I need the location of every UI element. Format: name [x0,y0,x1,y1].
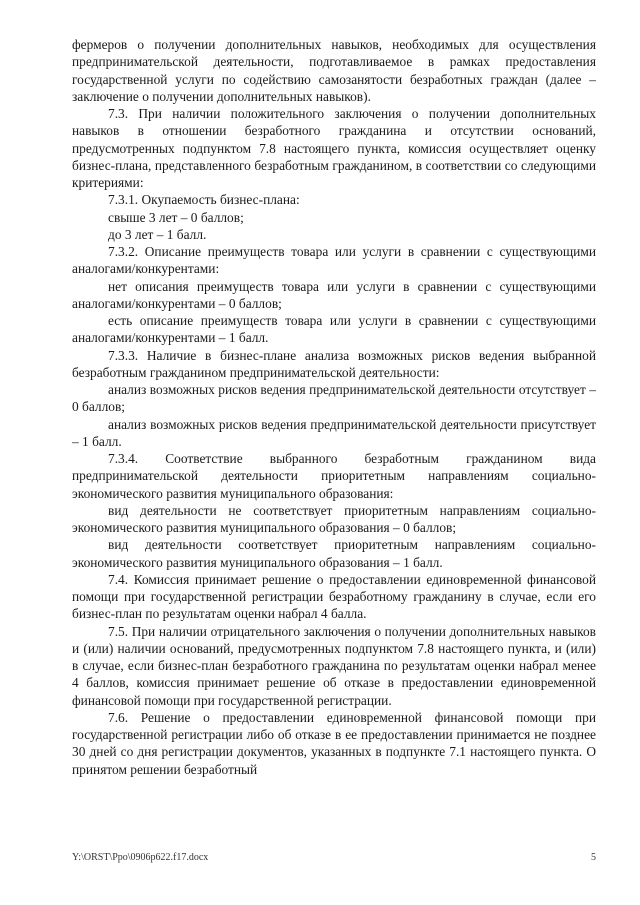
footer-file-path: Y:\ORST\Ppo\0906p622.f17.docx [72,852,209,863]
criterion-7-3-3-one: анализ возможных рисков ведения предпринимательской деятельности присутствует – 1 балл. [72,416,596,449]
paragraph-7-3-4: 7.3.4. Соответствие выбранного безработным гражданином вида предпринимательской деятельности приоритетным направлениям социально-экономического развития муниципального образования: [72,451,596,501]
paragraph-7-3-2: 7.3.2. Описание преимуществ товара или услуги в сравнении с существующими аналогами/конкурентами: [72,244,596,277]
document-body [72,36,596,778]
page-footer [72,852,596,863]
criterion-7-3-1-one: до 3 лет – 1 балл. [108,226,207,242]
paragraph-7-5: 7.5. При наличии отрицательного заключения о получении дополнительных навыков и (или) наличии оснований, предусмотренных подпунктом 7.8 настоящего пункта, и (или) в случае, если бизнес-план безработного гражданина по результатам оценки набрал менее 4 баллов, комиссия принимает решение об отказе в предоставлении единовременной финансовой помощи при государственной регистрации. [72,623,596,708]
paragraph-7-4: 7.4. Комиссия принимает решение о предоставлении единовременной финансовой помощи при государственной регистрации безработному гражданину в случае, если его бизнес-план по результатам оценки набрал 4 балла. [72,571,596,622]
paragraph-7-3-3: 7.3.3. Наличие в бизнес-плане анализа возможных рисков ведения выбранной безработным гражданином предпринимательской деятельности: [72,347,596,380]
paragraph-7-6: 7.6. Решение о предоставлении единовременной финансовой помощи при государственной регистрации либо об отказе в ее предоставлении принимается не позднее 30 дней со дня регистрации документов, указанных в подпункте 7.1 настоящего пункта. О принятом решении безработный [72,709,596,777]
page-number: 5 [591,852,596,863]
criterion-7-3-1-zero: свыше 3 лет – 0 баллов; [108,209,244,225]
criterion-7-3-2-zero: нет описания преимуществ товара или услуги в сравнении с существующими аналогами/конкурентами – 0 баллов; [72,278,596,311]
criterion-7-3-2-one: есть описание преимуществ товара или услуги в сравнении с существующими аналогами/конкурентами – 1 балл. [72,313,596,346]
paragraph-7-3-1: 7.3.1. Окупаемость бизнес-плана: [108,192,300,208]
criterion-7-3-3-zero: анализ возможных рисков ведения предпринимательской деятельности отсутствует – 0 баллов; [72,382,596,415]
criterion-7-3-4-zero: вид деятельности не соответствует приоритетным направлениям социально-экономического развития муниципального образования – 0 баллов; [72,502,596,535]
paragraph-7-3: 7.3. При наличии положительного заключения о получении дополнительных навыков в отношении безработного гражданина и отсутствии оснований, предусмотренных подпунктом 7.8 настоящего пункта, комиссия осуществляет оценку бизнес-плана, представленного безработным гражданином, в соответствии со следующими критериями: [72,106,596,190]
criterion-7-3-4-one: вид деятельности соответствует приоритетным направлениям социально-экономического развития муниципального образования – 1 балл. [72,537,596,570]
paragraph-continuation: фермеров о получении дополнительных навыков, необходимых для осуществления предпринимательской деятельности, подготавливаемое в рамках предоставления государственной услуги по содействию самозанятости безработных граждан (далее – заключение о получении дополнительных навыков). [72,37,596,104]
